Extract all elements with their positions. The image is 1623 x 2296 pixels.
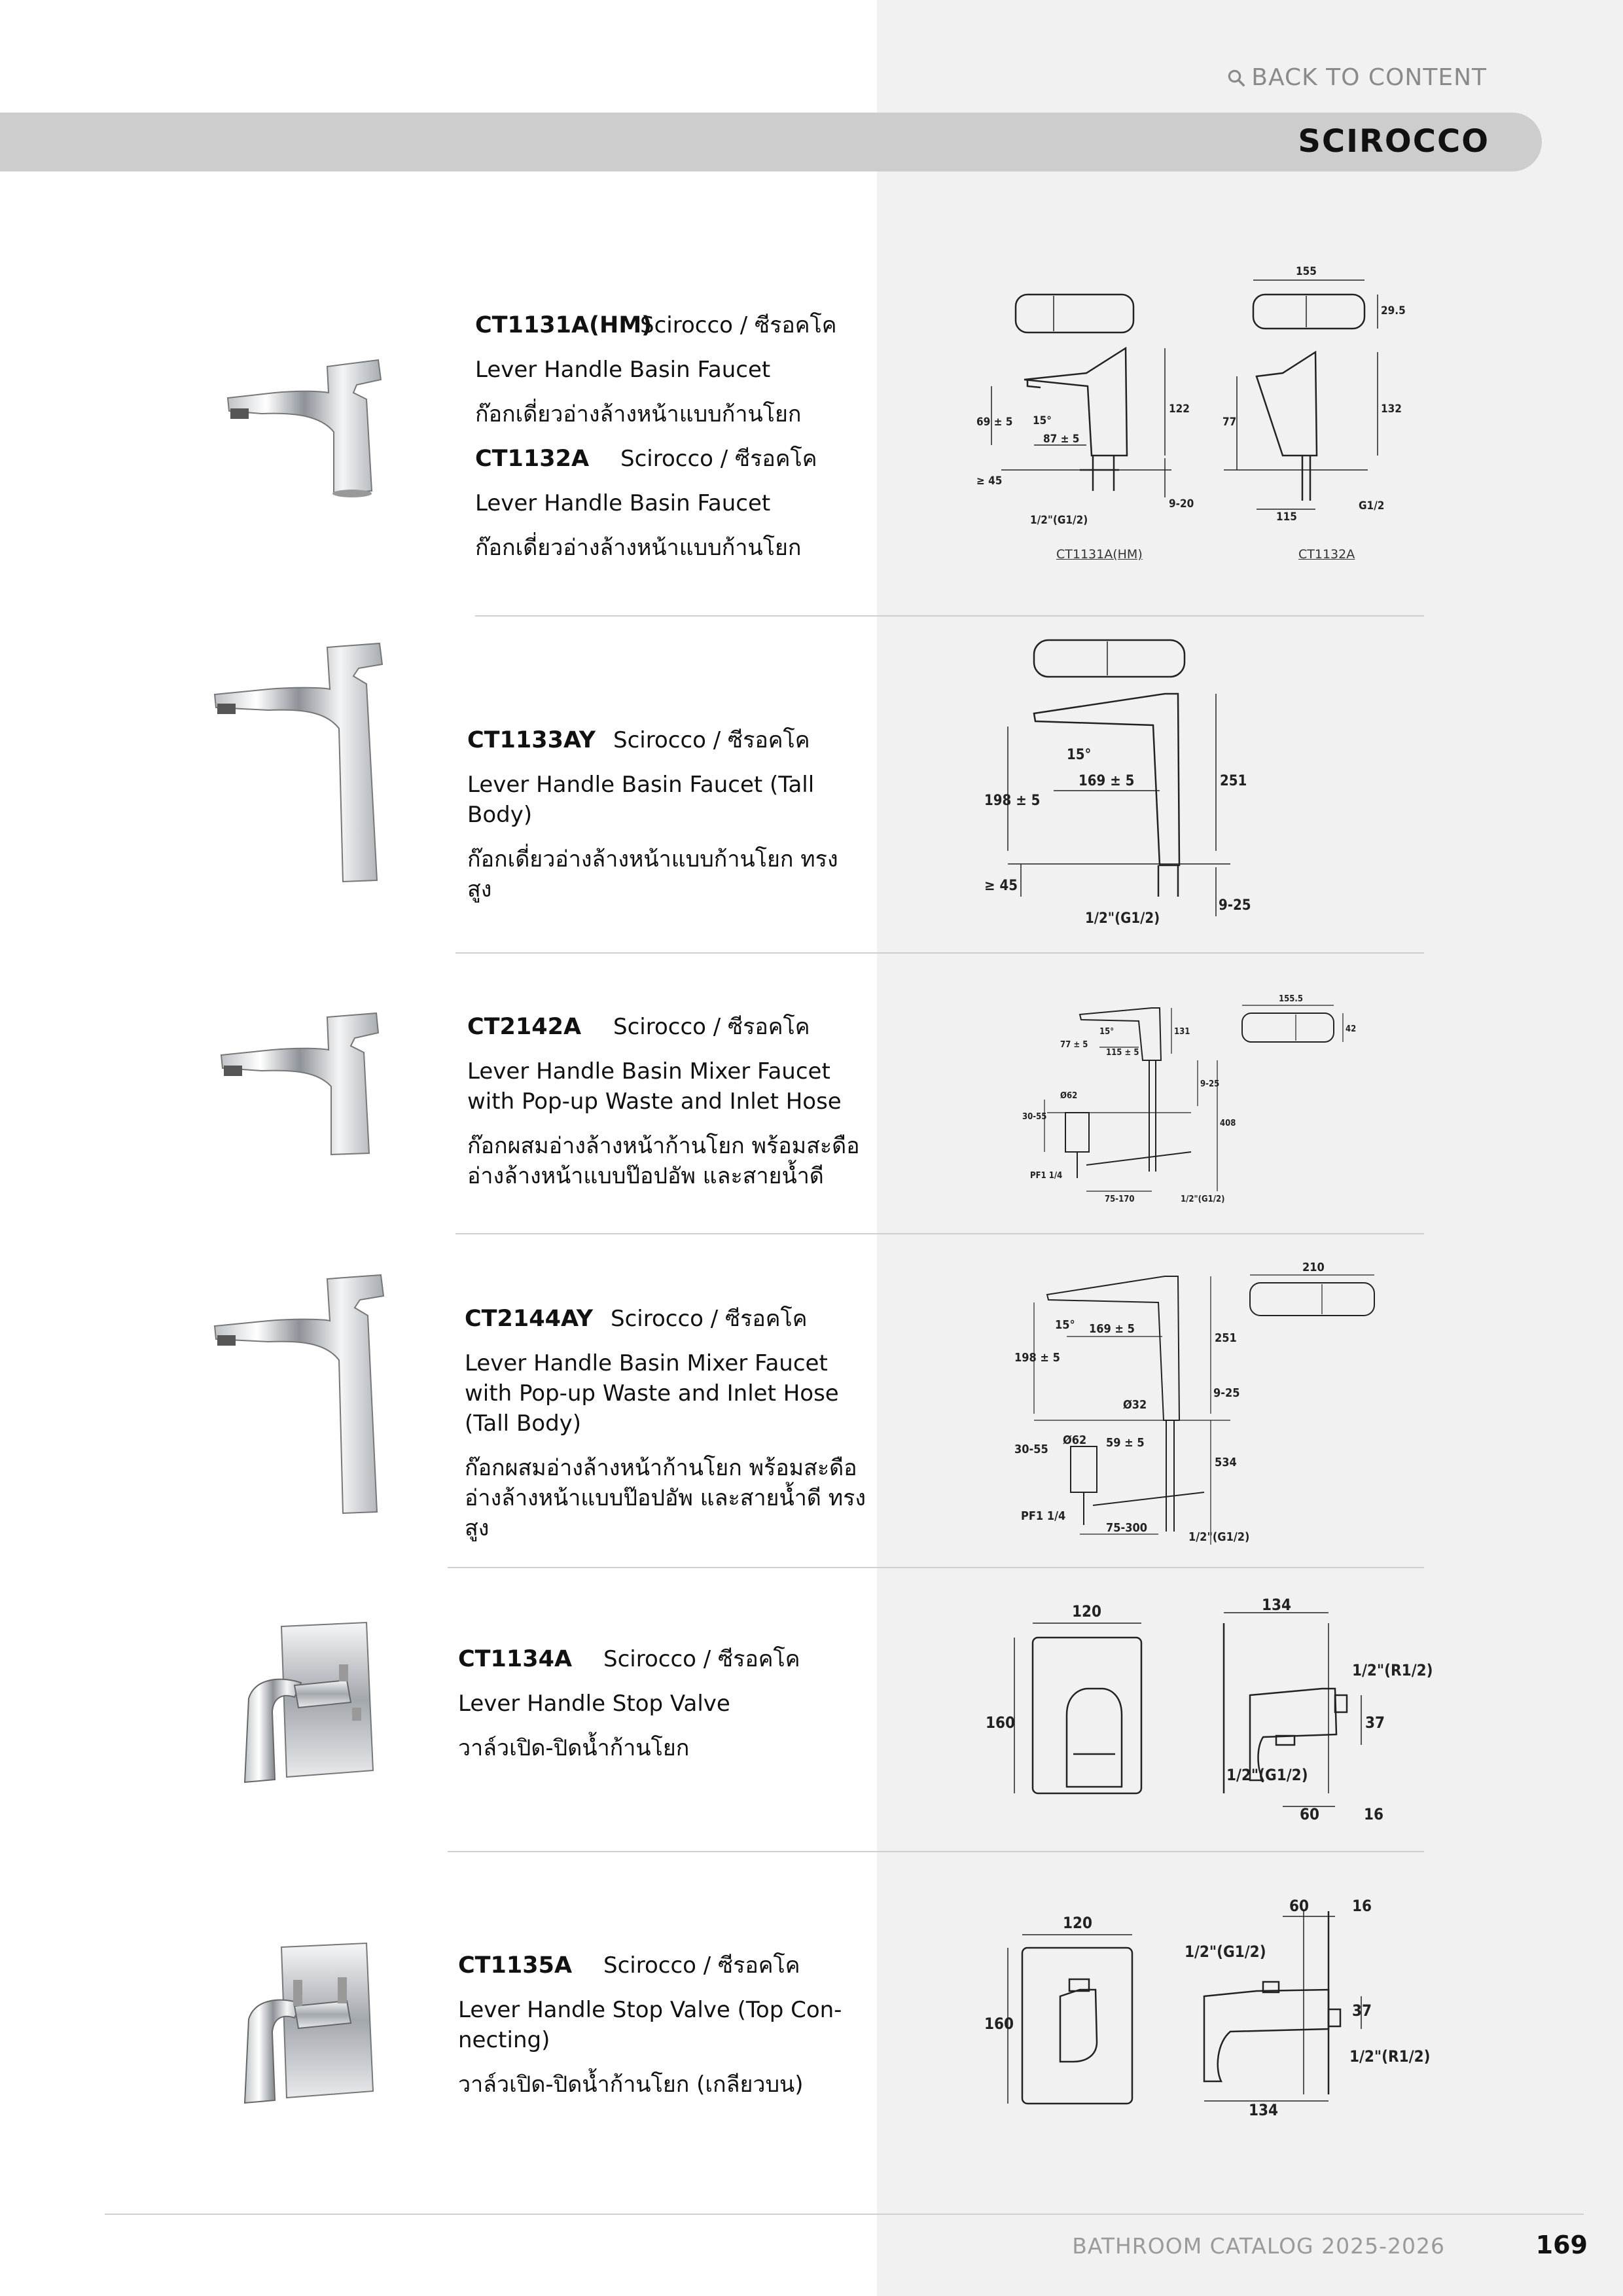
- model-series: Scirocco / ซีรอคโค: [603, 1952, 800, 1979]
- dim-label: 1/2"(G1/2): [1085, 910, 1160, 927]
- product-info-ct1133ay: [467, 725, 860, 919]
- product-photo-ct1133ay: [203, 638, 393, 887]
- technical-drawing-ct2142a: [1021, 988, 1400, 1211]
- dim-label: 42: [1346, 1024, 1357, 1034]
- model-name-th: ก๊อกผสมอ่างล้างหน้าก้านโยก พร้อมสะดือ: [465, 1455, 857, 1481]
- model-name-th: ก๊อกเดี่ยวอ่างล้างหน้าแบบก้านโยก: [475, 401, 802, 427]
- model-code: CT1131A(HM): [475, 312, 652, 338]
- dim-label: 408: [1220, 1119, 1236, 1128]
- dim-label: 251: [1215, 1331, 1237, 1345]
- technical-drawing-ct1131a: [975, 262, 1406, 537]
- product-info-ct1131a: [475, 310, 868, 577]
- separator: [448, 1851, 1424, 1852]
- separator: [475, 615, 1424, 617]
- dim-label: 160: [984, 2015, 1014, 2033]
- product-info-ct2142a: [467, 1012, 873, 1191]
- dim-label: 16: [1352, 1897, 1372, 1915]
- model-name-en: necting): [458, 2027, 550, 2053]
- dim-label: 155.5: [1279, 994, 1303, 1004]
- section-header-bar: [0, 113, 1542, 171]
- model-name-en: Lever Handle Basin Faucet: [475, 357, 771, 383]
- dim-label: 37: [1365, 1713, 1385, 1732]
- dim-label: 69 ± 5: [976, 416, 1013, 429]
- search-icon: [1226, 68, 1246, 88]
- dim-label: 251: [1220, 773, 1247, 789]
- dim-label: 37: [1352, 2001, 1372, 2020]
- separator: [455, 952, 1424, 954]
- dim-label: 122: [1169, 403, 1190, 416]
- back-to-content-label: BACK TO CONTENT: [1251, 64, 1487, 91]
- model-name-en: Lever Handle Basin Mixer Faucet: [465, 1350, 828, 1376]
- dim-label: 198 ± 5: [1014, 1351, 1060, 1365]
- model-name-th: วาล์วเปิด-ปิดน้ำก้านโยก: [458, 1735, 690, 1761]
- dim-label: 15°: [1055, 1318, 1075, 1332]
- model-name-th: ก๊อกผสมอ่างล้างหน้าก้านโยก พร้อมสะดือ: [467, 1133, 860, 1159]
- model-code: CT2144AY: [465, 1306, 594, 1332]
- dim-label: 120: [1072, 1602, 1102, 1621]
- dim-label: 59 ± 5: [1106, 1436, 1145, 1450]
- model-name-en: Lever Handle Basin Faucet (Tall Body): [467, 772, 815, 828]
- technical-drawing-ct2144ay: [1014, 1257, 1394, 1558]
- model-name-th: ก๊อกเดี่ยวอ่างล้างหน้าแบบก้านโยก: [475, 535, 802, 561]
- drawing-caption: CT1132A: [1298, 547, 1355, 562]
- dim-label: 87 ± 5: [1043, 433, 1080, 446]
- model-series: Scirocco / ซีรอคโค: [620, 446, 817, 472]
- dim-label: Ø62: [1063, 1433, 1087, 1447]
- dim-label: 15°: [1033, 414, 1052, 427]
- back-to-content-link[interactable]: [1226, 64, 1487, 91]
- product-info-ct1134a: [458, 1644, 851, 1778]
- dim-label: 115 ± 5: [1106, 1048, 1139, 1058]
- dim-label: PF1 1/4: [1021, 1509, 1066, 1523]
- dim-label: ≥ 45: [976, 475, 1003, 488]
- dim-label: 131: [1174, 1027, 1190, 1037]
- separator: [455, 1233, 1424, 1234]
- model-name-th: อ่างล้างหน้าแบบป๊อปอัพ และสายน้ำดี: [467, 1163, 824, 1189]
- model-series: Scirocco / ซีรอคโค: [603, 1646, 800, 1672]
- dim-label: 1/2"(G1/2): [1226, 1766, 1308, 1784]
- model-name-th: วาล์วเปิด-ปิดน้ำก้านโยก (เกลียวบน): [458, 2072, 804, 2098]
- model-code: CT2142A: [467, 1014, 582, 1040]
- dim-label: 15°: [1067, 747, 1092, 763]
- dim-label: 75-170: [1105, 1194, 1135, 1204]
- product-info-ct2144ay: [465, 1304, 870, 1543]
- dim-label: G1/2: [1359, 499, 1385, 512]
- footer-divider: [105, 2214, 1584, 2215]
- dim-label: 77 ± 5: [1060, 1040, 1088, 1050]
- dim-label: 1/2"(R1/2): [1352, 1661, 1433, 1679]
- dim-label: 1/2"(R1/2): [1349, 2047, 1431, 2066]
- dim-label: 9-20: [1169, 497, 1194, 511]
- dim-label: 210: [1302, 1261, 1325, 1274]
- dim-label: 30-55: [1014, 1443, 1048, 1456]
- model-series: Scirocco / ซีรอคโค: [640, 312, 837, 338]
- dim-label: 9-25: [1219, 897, 1251, 914]
- dim-label: 60: [1289, 1897, 1310, 1915]
- model-code: CT1135A: [458, 1952, 573, 1979]
- dim-label: 120: [1063, 1914, 1093, 1932]
- dim-label: 1/2"(G1/2): [1188, 1530, 1250, 1544]
- dim-label: 15°: [1099, 1027, 1115, 1037]
- dim-label: 132: [1381, 403, 1402, 416]
- dim-label: 169 ± 5: [1079, 773, 1135, 789]
- dim-label: 1/2"(G1/2): [1181, 1194, 1225, 1204]
- dim-label: 16: [1364, 1805, 1384, 1823]
- dim-label: 9-25: [1213, 1386, 1240, 1400]
- model-code: CT1134A: [458, 1646, 573, 1672]
- dim-label: 9-25: [1200, 1079, 1220, 1089]
- dim-label: ≥ 45: [984, 878, 1018, 894]
- model-name-en: Lever Handle Basin Mixer Faucet: [467, 1058, 830, 1085]
- dim-label: 77: [1222, 416, 1237, 429]
- model-series: Scirocco / ซีรอคโค: [611, 1306, 808, 1332]
- dim-label: 1/2"(G1/2): [1030, 514, 1088, 527]
- product-photo-ct1135a: [236, 1941, 380, 2111]
- dim-label: 198 ± 5: [984, 793, 1041, 809]
- product-photo-ct2144ay: [203, 1270, 393, 1518]
- model-name-en: Lever Handle Basin Faucet: [475, 490, 771, 516]
- dim-label: 134: [1249, 2101, 1279, 2119]
- page-number: 169: [1535, 2231, 1588, 2259]
- dim-label: 29.5: [1381, 304, 1406, 317]
- dim-label: 160: [986, 1713, 1016, 1732]
- separator: [448, 1567, 1424, 1568]
- technical-drawing-ct1135a: [982, 1897, 1431, 2121]
- section-title: SCIROCCO: [1298, 123, 1489, 160]
- dim-label: 60: [1300, 1805, 1320, 1823]
- catalog-name: BATHROOM CATALOG 2025-2026: [1072, 2233, 1445, 2259]
- drawing-caption: CT1131A(HM): [1056, 547, 1143, 562]
- model-name-en: Lever Handle Stop Valve (Top Con-: [458, 1997, 842, 2023]
- dim-label: 155: [1296, 265, 1317, 278]
- model-name-en: with Pop-up Waste and Inlet Hose: [465, 1380, 839, 1407]
- product-photo-ct2142a: [209, 1008, 386, 1158]
- model-series: Scirocco / ซีรอคโค: [613, 727, 810, 753]
- dim-label: Ø62: [1060, 1091, 1078, 1101]
- dim-label: 30-55: [1022, 1112, 1047, 1122]
- product-photo-ct1131a: [216, 353, 386, 504]
- dim-label: PF1 1/4: [1030, 1171, 1063, 1181]
- dim-label: 169 ± 5: [1089, 1322, 1135, 1336]
- dim-label: 75-300: [1106, 1521, 1148, 1535]
- model-name-th: อ่างล้างหน้าแบบป๊อปอัพ และสายน้ำดี ทรงสูง: [465, 1485, 866, 1541]
- model-name-en: Lever Handle Stop Valve: [458, 1691, 730, 1717]
- product-photo-ct1134a: [236, 1620, 380, 1790]
- model-series: Scirocco / ซีรอคโค: [613, 1014, 810, 1040]
- product-info-ct1135a: [458, 1950, 851, 2114]
- model-name-en: (Tall Body): [465, 1410, 582, 1437]
- model-code: CT1133AY: [467, 727, 596, 753]
- dim-label: 534: [1215, 1456, 1237, 1469]
- dim-label: 1/2"(G1/2): [1185, 1943, 1266, 1961]
- technical-drawing-ct1134a: [982, 1596, 1433, 1826]
- technical-drawing-ct1133ay: [982, 628, 1251, 936]
- dim-label: 115: [1276, 511, 1297, 524]
- model-name-en: with Pop-up Waste and Inlet Hose: [467, 1088, 842, 1115]
- model-name-th: ก๊อกเดี่ยวอ่างล้างหน้าแบบก้านโยก ทรงสูง: [467, 846, 838, 903]
- model-code: CT1132A: [475, 446, 590, 472]
- dim-label: 134: [1262, 1596, 1292, 1614]
- dim-label: Ø32: [1123, 1398, 1147, 1412]
